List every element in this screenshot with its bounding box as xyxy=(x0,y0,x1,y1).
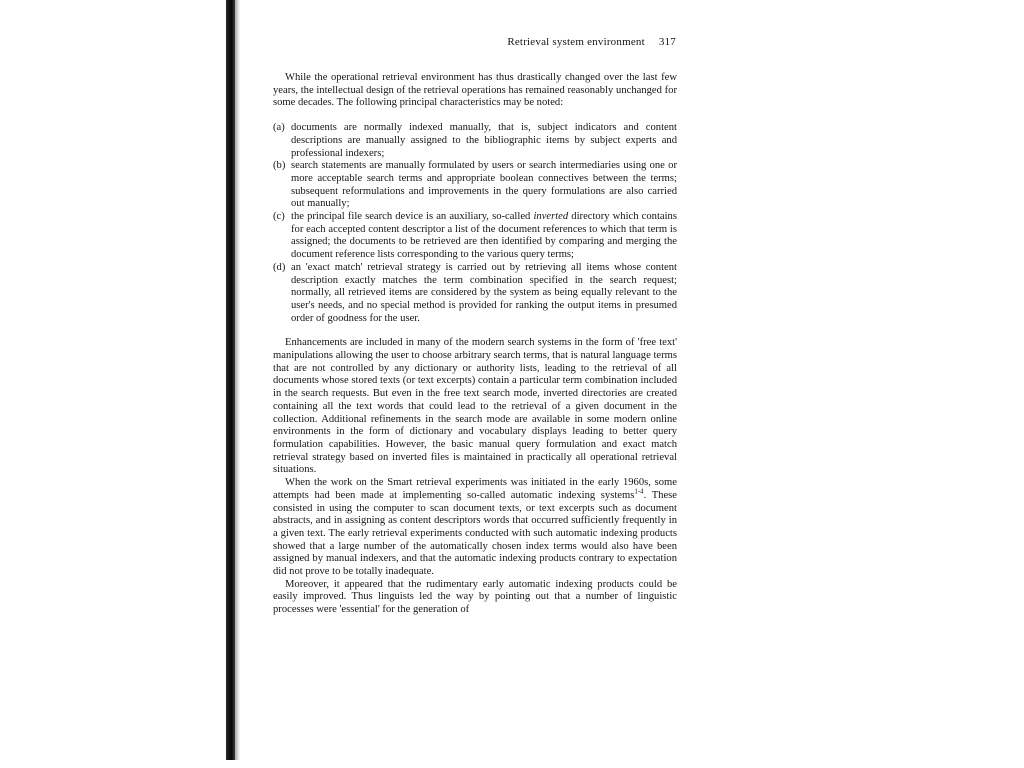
list-marker: (c) xyxy=(273,211,285,223)
body-text xyxy=(273,72,677,617)
list-item-text: documents are normally indexed manually, that is, subject indicators and content descriptions are manually assigned to the bibliographic items by subject experts and professional indexers; xyxy=(291,122,677,159)
running-head-title: Retrieval system environment xyxy=(507,36,645,48)
characteristics-list xyxy=(273,122,677,325)
paragraph-enhancements: Enhancements are included in many of the modern search systems in the form of 'free text' manipulations allowing the user to choose arbitrary search terms, that is natural language terms that are not controlled by any dictionary or authority lists, leading to the retrieval of all documents whose stored texts (or text excerpts) contain a particular term combination included in the search requests. But even in the free text search mode, inverted directories are created containing all the text words that could lead to the retrieval of a given document in the collection. Additional refinements in the search mode are available in some modern online environments in the form of dictionary and vocabulary displays leading to better query formulation capabilities. However, the basic manual query formulation and exact match retrieval strategy based on inverted files is maintained in practically all operational retrieval situations. xyxy=(273,337,677,476)
paragraph-smart-experiments xyxy=(273,477,677,579)
list-item-text-start: the principal file search device is an auxiliary, so-called xyxy=(291,211,534,223)
book-binding-edge xyxy=(226,0,235,760)
reference-superscript: 1-4 xyxy=(634,487,644,496)
list-item-b xyxy=(273,160,677,211)
list-marker: (b) xyxy=(273,160,286,172)
paragraph-smart-text-end: . These consisted in using the computer to scan document texts, or text excerpts such as document abstracts, and in assigning as content descriptors words that occurred sufficiently frequently in a given text. The early retrieval experiments conducted with such automatic indexing products showed that a large number of the automatically chosen index terms would also have been assigned by manual indexers, and that the automatic indexing products contrary to expectation did not prove to be totally inadequate. xyxy=(273,489,677,578)
running-head xyxy=(240,36,676,48)
list-item-text xyxy=(291,211,677,262)
list-item-c xyxy=(273,211,677,262)
list-item-text: search statements are manually formulated by users or search intermediaries using one or more acceptable search terms and appropriate boolean connectives between the terms; subsequent reformulations and improvements in the query formulations are also carried out manually; xyxy=(291,160,677,210)
list-item-text: an 'exact match' retrieval strategy is carried out by retrieving all items whose content description exactly matches the term combination specified in the search request; normally, all retrieved items are considered by the system as being equally relevant to the user's needs, and no special method is provided for ranking the output items in presumed order of goodness for the user. xyxy=(291,261,677,324)
list-marker: (a) xyxy=(273,122,285,134)
list-item-text-end: directory which contains for each accepted content descriptor a list of the document references to which that term is assigned; the documents to be retrieved are then identified by comparing and merging the document reference lists corresponding to the various query terms; xyxy=(291,211,677,261)
paragraph-moreover: Moreover, it appeared that the rudimentary early automatic indexing products could be easily improved. Thus linguists led the way by pointing out that a number of linguistic processes were 'essential' for the generation of xyxy=(273,578,677,616)
book-page xyxy=(240,0,700,768)
paragraph-smart-text-start: When the work on the Smart retrieval experiments was initiated in the early 1960s, some attempts had been made at implementing so-called automatic indexing systems xyxy=(273,477,677,501)
list-item-d xyxy=(273,262,677,326)
intro-paragraph: While the operational retrieval environment has thus drastically changed over the last few years, the intellectual design of the retrieval operations has remained reasonably unchanged for some decades. The following principal characteristics may be noted: xyxy=(273,72,677,109)
page-number: 317 xyxy=(658,36,676,48)
emphasized-term: inverted xyxy=(533,211,569,223)
list-item-a xyxy=(273,122,677,160)
list-marker: (d) xyxy=(273,261,286,273)
